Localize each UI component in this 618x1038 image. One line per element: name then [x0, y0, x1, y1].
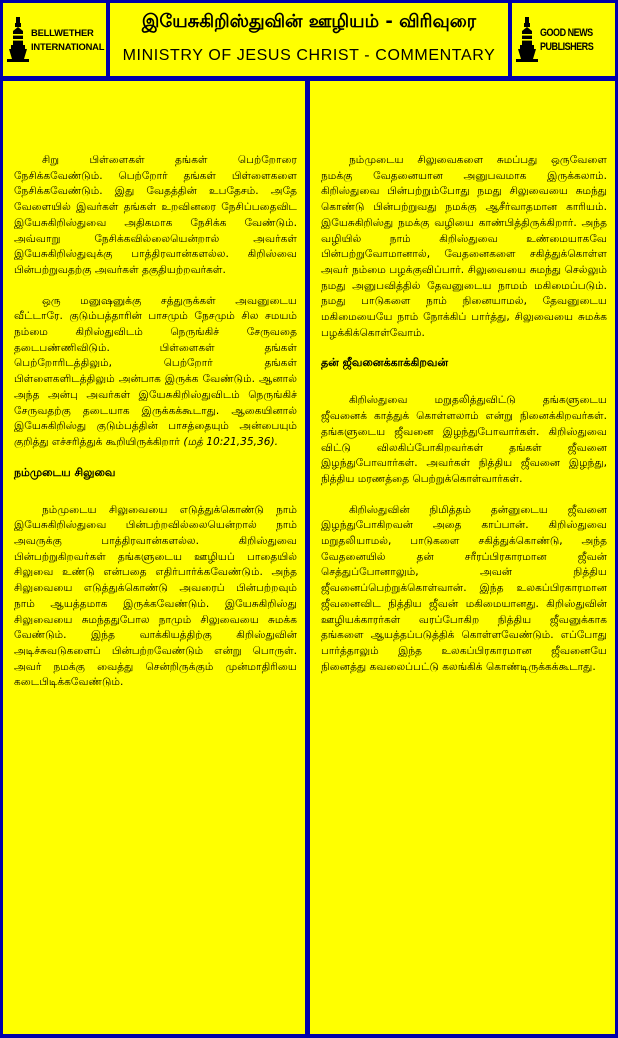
bellwether-logo-line1: BELLWETHER	[31, 27, 94, 38]
scripture-reference: (மத் 10:21,35,36).	[183, 435, 278, 448]
bellwether-logo-line2: INTERNATIONAL	[31, 41, 105, 52]
title-tamil: இயேசுகிறிஸ்துவின் ஊழியம் - விரிவுரை	[141, 11, 477, 32]
good-news-logo-line1: GOOD NEWS	[540, 27, 593, 39]
left-paragraph-2-text: ஒரு மனுஷனுக்கு சத்துருக்கள் அவனுடைய வீட்டாரே. குடும்பத்தாரின் பாசமும் நேசமும் சில சமயம் நம்மை கிறிஸ்துவிடம் நெருங்கிச் சேருவதை தடைபண்ணிவிடும். பிள்ளைகள் தங்கள் பெற்றோரிடத்திலும், பெற்றோர் தங்கள் பிள்ளைகளிடத்திலும் அன்பாக இருக்க வேண்டும். ஆனால் அந்த அன்பு அவர்கள் இயேசுகிறிஸ்துவிடம் நெருங்கிச் சேருவதற்கு தடையாக இருக்கக்கூடாது. ஆகையினால் இயேசுகிறிஸ்து குடும்பத்தின் பாசத்தையும் அன்பையும் குறித்து எச்சரித்துக் கூறியிருக்கிறார்	[14, 294, 297, 448]
bellwether-logo-panel	[3, 3, 106, 76]
left-paragraph-3: நம்முடைய சிலுவையை எடுத்துக்கொண்டு நாம் இயேசுகிறிஸ்துவை பின்பற்றவில்லையென்றால் நாம் அவருக்கு பாத்திரவான்களல்ல. கிறிஸ்துவை பின்பற்றுகிறவர்கள் தங்களுடைய ஊழியப் பாதையில் சிலுவை உண்டு என்பதை எதிர்பார்க்கவேண்டும். அந்த சிலுவையை எடுத்துக்கொண்டு அவரைப் பின்பற்றவும் நாம் ஆயத்தமாக இருக்கவேண்டும். இயேசுகிறிஸ்து சிலுவையை சுமந்ததுபோல நாமும் சிலுவையை சுமக்க வேண்டும். இந்த வாக்கியத்திற்கு கிறிஸ்துவின் அடிச்சுவடுகளைப் பின்பற்றவேண்டும் என்று பொருள். அவர் நமக்கு வைத்து சென்றிருக்கும் முன்மாதிரியை கடைபிடிக்கவேண்டும்.	[14, 503, 297, 689]
lamp-icon	[516, 15, 538, 63]
section-heading-saving-life: தன் ஜீவனைக்காக்கிறவன்	[321, 356, 449, 370]
left-paragraph-2	[14, 294, 297, 451]
left-paragraph-1: சிறு பிள்ளைகள் தங்கள் பெற்றோரை நேசிக்கவேண்டும். பெற்றோர் தங்கள் பிள்ளைகளை நேசிக்கவேண்டும். இது வேதத்தின் உபதேசம். அதே வேளையில் இவர்கள் தங்கள் உறவினரை நேசிப்பதைவிட இயேசுகிறிஸ்துவை அதிகமாக நேசிக்க வேண்டும். அவ்வாறு நேசிக்கவில்லையென்றால் அவர்கள் இயேசுகிறிஸ்துவுக்கு பாத்திரவான்களல்ல. கிறிஸ்வை பின்பற்றுவதற்கு அவர்கள் தகுதியற்றவர்கள்.	[14, 154, 297, 276]
header-title-panel	[110, 3, 508, 76]
lamp-icon	[7, 15, 29, 63]
bellwether-logo	[7, 15, 103, 65]
left-column	[3, 81, 305, 1034]
right-paragraph-2: கிறிஸ்துவை மறுதலித்துவிட்டு தங்களுடைய ஜீவனைக் காத்துக் கொள்ளலாம் என்று நினைக்கிறவர்கள். தங்களுடைய ஜீவனை இழந்துபோவார்கள். கிறிஸ்துவை விட்டு விலகிப்போகிறவர்கள் தங்கள் ஜீவனை இழந்துபோவார்கள். அவர்கள் நித்திய ஜீவனை இழந்து, நித்திய மரணத்தை பெற்றுக்கொள்வார்கள்.	[321, 394, 607, 485]
title-english: MINISTRY OF JESUS CHRIST - COMMENTARY	[122, 47, 496, 64]
section-heading-our-cross: நம்முடைய சிலுவை	[14, 465, 116, 479]
good-news-logo-panel	[512, 3, 615, 76]
good-news-logo	[516, 15, 612, 65]
good-news-logo-line2: PUBLISHERS	[540, 41, 594, 53]
right-column	[310, 81, 615, 1034]
right-paragraph-3: கிறிஸ்துவின் நிமித்தம் தன்னுடைய ஜீவனை இழந்துபோகிறவன் அதை காப்பான். கிறிஸ்துவை மறுதலியாமல், பாடுகளை சகித்துக்கொண்டு, அந்த வேதனையில் தன் சரீரப்பிரகாரமான ஜீவன் செத்துப்போனாலும், அவன் நித்திய ஜீவனைப்பெற்றுக்கொள்வான். இந்த உலகப்பிரகாரமான ஜீவனைவிட நித்திய ஜீவன் மகிமையானது. கிறிஸ்துவின் ஊழியக்காரர்கள் வரப்போகிற நித்திய ஜீவனுக்காக தங்களை ஆயத்தப்படுத்திக் கொள்ளவேண்டும். எப்போது பார்த்தாலும் இந்த உலகப்பிரகாரமான ஜீவனையே நினைத்து கவலைப்பட்டு கலங்கிக் கொண்டிருக்கக்கூடாது.	[321, 503, 607, 673]
right-paragraph-1: நம்முடைய சிலுவைகளை சுமப்பது ஒருவேளை நமக்கு வேதனையான அனுபவமாக இருக்கலாம். கிறிஸ்துவை பின்பற்றும்போது நமது சிலுவையை சுமந்து கொண்டு பின்பற்றுவது நமக்கு ஆசீர்வாதமான காரியம். இயேசுகிறிஸ்து நமக்கு வழியை காண்பித்திருக்கிறார். அந்த வழியில் நாம் கிறிஸ்துவை உண்மையாகவே பின்பற்றுவோமானால், வேதனைகளை சகித்துக்கொள்ள அவர் நம்மை பழக்குவிப்பார். சிலுவையை சுமந்து செல்லும் நமது அனுபவித்தில் தேவனுடைய நாமம் மகிமைப்படும். நமது பாடுகளை நாம் நினையாமல், தேவனுடைய மகிமையையே நாம் நோக்கிப் பார்த்து, சிலுவையை சுமக்க பழக்கிக்கொள்வோம்.	[321, 154, 607, 339]
